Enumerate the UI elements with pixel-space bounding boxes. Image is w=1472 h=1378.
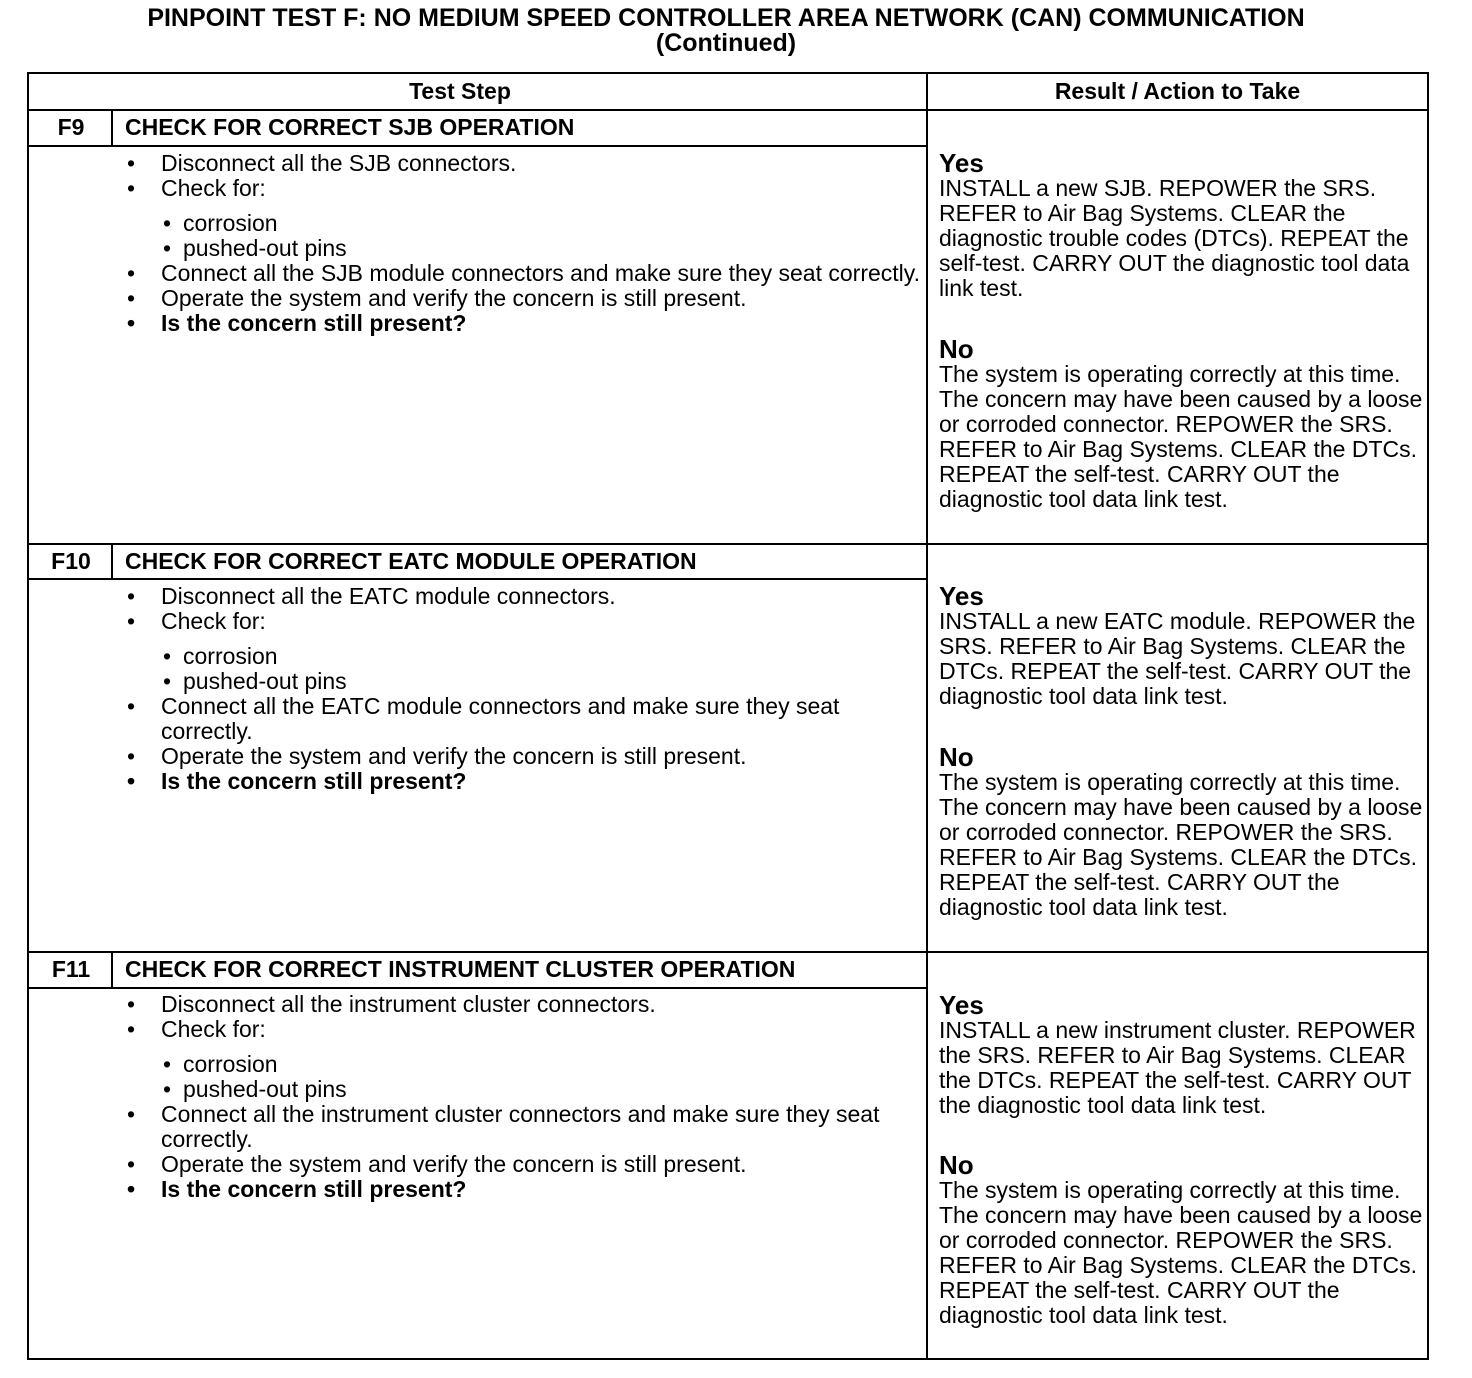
instruction-item [121, 609, 921, 694]
header-rule [29, 109, 1427, 111]
instruction-item: • Disconnect all the EATC module connectors. [121, 584, 921, 609]
no-action: The system is operating correctly at this time. The concern may have been caused by a loose or corroded connector. REPOWER the SRS. REFER to Air Bag Systems. CLEAR the DTCs. REPEAT the self-test. CARRY OUT the diagnostic tool data link test. [939, 361, 1423, 512]
step-id: F11 [51, 956, 91, 982]
yes-action: INSTALL a new instrument cluster. REPOWER the SRS. REFER to Air Bag Systems. CLEAR the DTCs. REPEAT the self-test. CARRY OUT the diagnostic tool data link test. [939, 1017, 1416, 1118]
yes-label: Yes [939, 148, 984, 178]
no-action: The system is operating correctly at this time. The concern may have been caused by a loose or corroded connector. REPOWER the SRS. REFER to Air Bag Systems. CLEAR the DTCs. REPEAT the self-test. CARRY OUT the diagnostic tool data link test. [939, 769, 1423, 920]
result-yes [939, 992, 1427, 1118]
instruction-question: • Is the concern still present? [121, 1177, 921, 1202]
check-item: • corrosion [161, 644, 921, 669]
yes-label: Yes [939, 990, 984, 1020]
row-rule-f10-f11 [29, 951, 1427, 953]
result-yes [939, 150, 1427, 301]
no-label: No [939, 1150, 974, 1180]
document-title: PINPOINT TEST F: NO MEDIUM SPEED CONTROLLER AREA NETWORK (CAN) COMMUNICATION [147, 4, 1305, 32]
check-item: • pushed-out pins [161, 236, 921, 261]
step-id: F10 [51, 548, 91, 574]
instruction-text: Check for: [161, 1016, 266, 1042]
yes-action: INSTALL a new EATC module. REPOWER the SRS. REFER to Air Bag Systems. CLEAR the DTCs. REPEAT the self-test. CARRY OUT the diagnostic tool data link test. [939, 608, 1416, 709]
instruction-item [121, 1017, 921, 1102]
check-item: • corrosion [161, 211, 921, 236]
check-item: • pushed-out pins [161, 669, 921, 694]
check-list [161, 1052, 921, 1102]
pinpoint-test-table [27, 72, 1429, 1360]
yes-action: INSTALL a new SJB. REPOWER the SRS. REFER to Air Bag Systems. CLEAR the diagnostic trouble codes (DTCs). REPEAT the self-test. CARRY OUT the diagnostic tool data link test. [939, 175, 1410, 301]
no-label: No [939, 742, 974, 772]
f10-title-rule [29, 578, 926, 580]
step-instructions [121, 151, 921, 336]
instruction-item: • Connect all the instrument cluster connectors and make sure they seat correctly. [121, 1102, 921, 1152]
instruction-question: • Is the concern still present? [121, 311, 921, 336]
instruction-item [121, 176, 921, 261]
instruction-item: • Operate the system and verify the concern is still present. [121, 744, 921, 769]
result-yes [939, 583, 1427, 709]
document-subtitle: (Continued) [655, 29, 797, 57]
instruction-item: • Operate the system and verify the concern is still present. [121, 1152, 921, 1177]
instruction-item: • Connect all the EATC module connectors and make sure they seat correctly. [121, 694, 921, 744]
check-list [161, 211, 921, 261]
f11-title-rule [29, 987, 926, 989]
instruction-text: Check for: [161, 175, 266, 201]
row-rule-f9-f10 [29, 543, 1427, 545]
instruction-item: • Disconnect all the instrument cluster connectors. [121, 992, 921, 1017]
check-list [161, 644, 921, 694]
step-instructions [121, 584, 921, 794]
result-no [939, 336, 1427, 512]
f9-title-rule [29, 145, 926, 147]
instruction-item: • Connect all the SJB module connectors and make sure they seat correctly. [121, 261, 921, 286]
column-divider [926, 74, 928, 1360]
step-instructions [121, 992, 921, 1202]
step-id: F9 [57, 114, 85, 140]
instruction-question: • Is the concern still present? [121, 769, 921, 794]
page-title [0, 6, 1452, 56]
step-title: CHECK FOR CORRECT SJB OPERATION [125, 114, 575, 140]
check-item: • corrosion [161, 1052, 921, 1077]
step-title: CHECK FOR CORRECT INSTRUMENT CLUSTER OPERATION [125, 956, 796, 982]
result-no [939, 744, 1427, 920]
no-action: The system is operating correctly at this time. The concern may have been caused by a loose or corroded connector. REPOWER the SRS. REFER to Air Bag Systems. CLEAR the DTCs. REPEAT the self-test. CARRY OUT the diagnostic tool data link test. [939, 1177, 1423, 1328]
test-step-header: Test Step [409, 78, 511, 104]
result-no [939, 1152, 1427, 1328]
instruction-item: • Operate the system and verify the concern is still present. [121, 286, 921, 311]
instruction-item: • Disconnect all the SJB connectors. [121, 151, 921, 176]
result-action-header: Result / Action to Take [1054, 78, 1301, 104]
yes-label: Yes [939, 581, 984, 611]
no-label: No [939, 334, 974, 364]
instruction-text: Check for: [161, 608, 266, 634]
check-item: • pushed-out pins [161, 1077, 921, 1102]
step-title: CHECK FOR CORRECT EATC MODULE OPERATION [125, 548, 697, 574]
